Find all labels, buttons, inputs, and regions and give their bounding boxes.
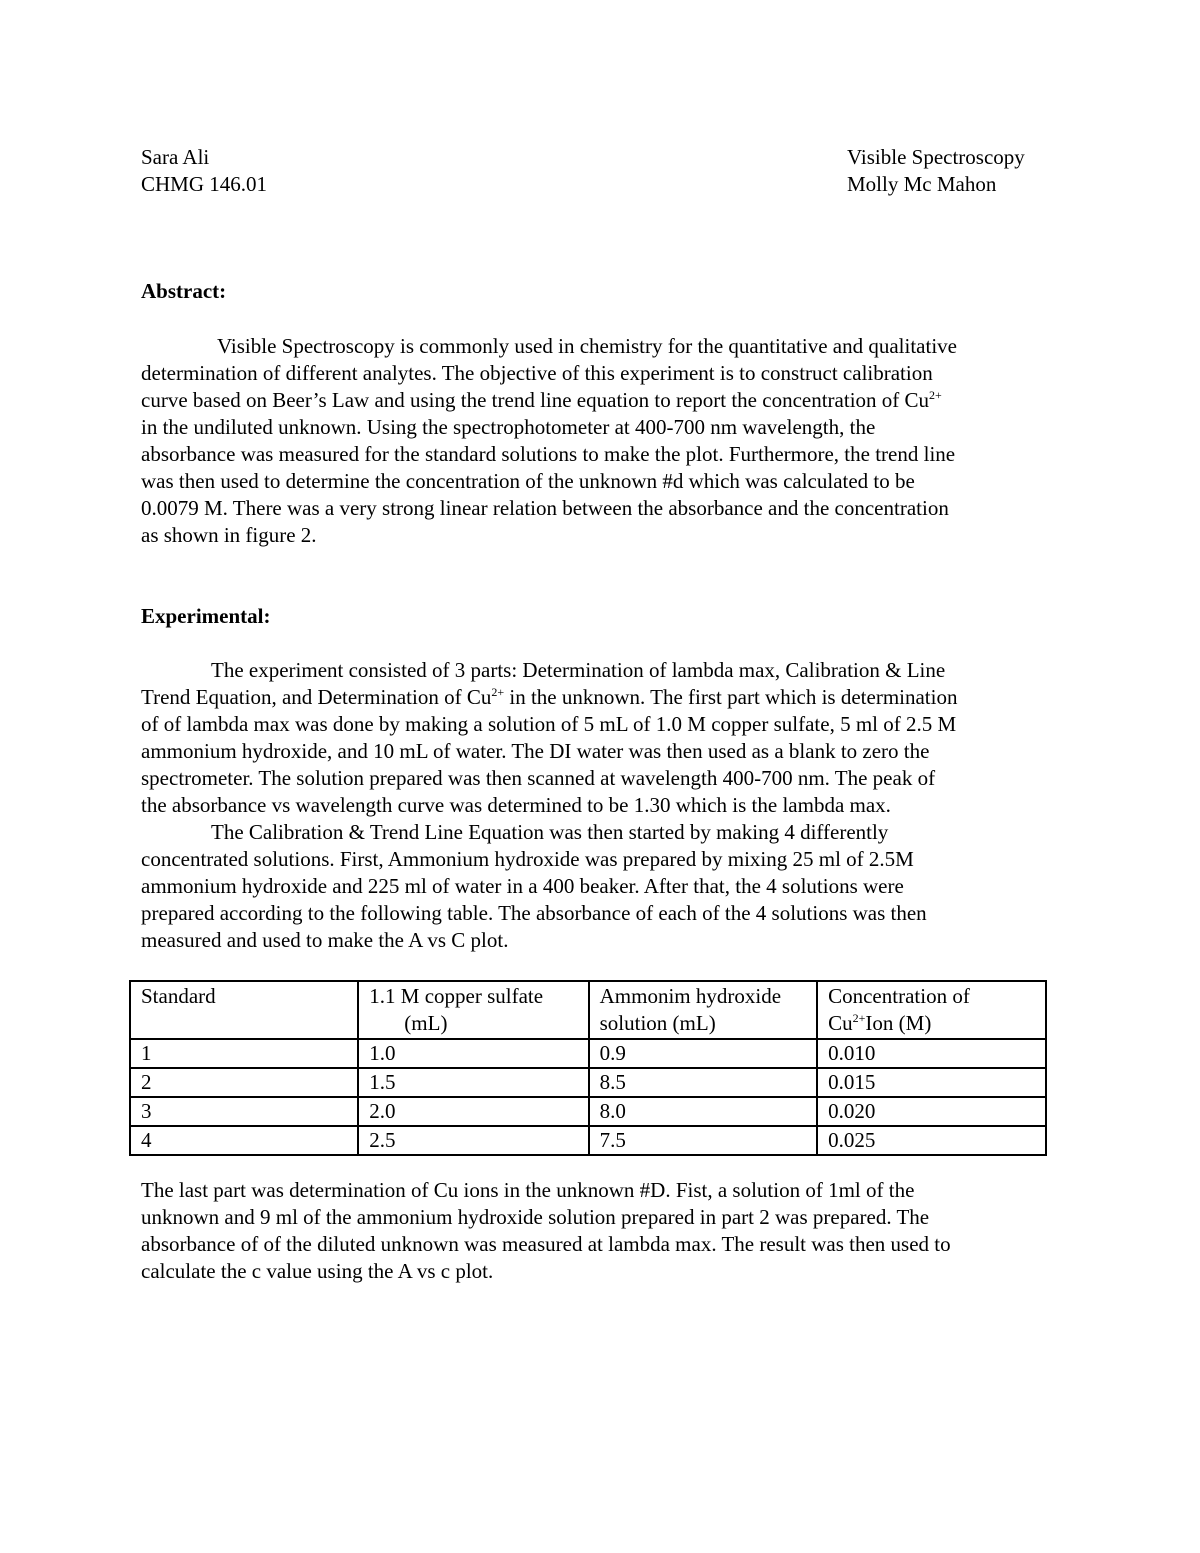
standards-table xyxy=(129,980,1047,1156)
line-text: in the unknown. The first part which is determination xyxy=(504,685,958,709)
paragraph-line: concentrated solutions. First, Ammonium hydroxide was prepared by mixing 25 ml of 2.5M xyxy=(141,847,914,871)
table-cell: 0.9 xyxy=(589,1039,818,1068)
paragraph-line: spectrometer. The solution prepared was then scanned at wavelength 400-700 nm. The peak of xyxy=(141,766,936,790)
paragraph-line: unknown and 9 ml of the ammonium hydroxide solution prepared in part 2 was prepared. The xyxy=(141,1205,930,1229)
header-text: Standard xyxy=(141,984,216,1008)
report-title: Visible Spectroscopy xyxy=(847,145,1025,169)
table-cell: 2 xyxy=(130,1068,358,1097)
table-cell: 2.0 xyxy=(358,1097,588,1126)
table-cell: 0.025 xyxy=(817,1126,1046,1155)
header-cell-concentration xyxy=(817,981,1046,1039)
header-text: Cu xyxy=(828,1011,853,1035)
table-cell: 4 xyxy=(130,1126,358,1155)
header-left xyxy=(141,144,267,198)
experimental-paragraph-2 xyxy=(141,819,1057,954)
abstract-line: was then used to determine the concentration of the unknown #d which was calculated to be xyxy=(141,469,915,493)
abstract-line: in the undiluted unknown. Using the spectrophotometer at 400-700 nm wavelength, the xyxy=(141,415,876,439)
header-text: solution (mL) xyxy=(599,1011,716,1035)
abstract-heading: Abstract: xyxy=(141,279,227,303)
header-text: 1.1 M copper sulfate xyxy=(369,984,544,1008)
paragraph-line: The Calibration & Trend Line Equation was then started by making 4 differently xyxy=(211,820,889,844)
paragraph-line: The experiment consisted of 3 parts: Determination of lambda max, Calibration & Line xyxy=(211,658,946,682)
header-cell-copper-sulfate xyxy=(358,981,588,1039)
course-code: CHMG 146.01 xyxy=(141,172,268,196)
abstract-line: 0.0079 M. There was a very strong linear relation between the absorbance and the concentration xyxy=(141,496,949,520)
header-cell-standard xyxy=(130,981,358,1039)
table-cell: 1.5 xyxy=(358,1068,588,1097)
instructor-name: Molly Mc Mahon xyxy=(847,172,997,196)
abstract-line: as shown in figure 2. xyxy=(141,523,317,547)
table-row xyxy=(130,1039,1046,1068)
abstract-line: determination of different analytes. The objective of this experiment is to construct calibration xyxy=(141,361,933,385)
experimental-heading: Experimental: xyxy=(141,604,271,628)
table-cell: 0.020 xyxy=(817,1097,1046,1126)
table-cell: 3 xyxy=(130,1097,358,1126)
table-row xyxy=(130,1068,1046,1097)
line-text: Trend Equation, and Determination of Cu xyxy=(141,685,492,709)
table-row xyxy=(130,1097,1046,1126)
header-text: Ion (M) xyxy=(865,1011,932,1035)
table-cell: 1 xyxy=(130,1039,358,1068)
paragraph-line: ammonium hydroxide, and 10 mL of water. The DI water was then used as a blank to zero the xyxy=(141,739,930,763)
paragraph-line: the absorbance vs wavelength curve was determined to be 1.30 which is the lambda max. xyxy=(141,793,891,817)
table-cell: 1.0 xyxy=(358,1039,588,1068)
experimental-paragraph-1 xyxy=(141,657,1057,819)
table-cell: 7.5 xyxy=(589,1126,818,1155)
paragraph-line: measured and used to make the A vs C plot. xyxy=(141,928,509,952)
cu-charge-superscript: 2+ xyxy=(929,388,942,402)
paragraph-line: of of lambda max was done by making a solution of 5 mL of 1.0 M copper sulfate, 5 ml of 2.5 M xyxy=(141,712,957,736)
abstract-line: Visible Spectroscopy is commonly used in chemistry for the quantitative and qualitative xyxy=(217,334,957,358)
cu-charge-superscript: 2+ xyxy=(491,685,505,699)
paragraph-line: ammonium hydroxide and 225 ml of water in a 400 beaker. After that, the 4 solutions were xyxy=(141,874,904,898)
abstract-line-text: curve based on Beer’s Law and using the trend line equation to report the concentration of Cu xyxy=(141,388,930,412)
table-cell: 0.010 xyxy=(817,1039,1046,1068)
table-cell: 2.5 xyxy=(358,1126,588,1155)
table-cell: 8.0 xyxy=(589,1097,818,1126)
header-cell-ammonium-hydroxide xyxy=(589,981,818,1039)
abstract-line: absorbance was measured for the standard solutions to make the plot. Furthermore, the trend line xyxy=(141,442,956,466)
header-text: (mL) xyxy=(404,1011,448,1035)
author-name: Sara Ali xyxy=(141,145,210,169)
abstract-line xyxy=(141,387,1057,414)
paragraph-line: prepared according to the following table. The absorbance of each of the 4 solutions was then xyxy=(141,901,927,925)
header-right xyxy=(847,144,1025,198)
table-row xyxy=(130,1126,1046,1155)
header-text: Ammonim hydroxide xyxy=(599,984,782,1008)
header-text: Concentration of xyxy=(828,984,970,1008)
paragraph-line: The last part was determination of Cu ions in the unknown #D. Fist, a solution of 1ml of the xyxy=(141,1178,915,1202)
paragraph-line: absorbance of of the diluted unknown was measured at lambda max. The result was then used to xyxy=(141,1232,951,1256)
table-cell: 8.5 xyxy=(589,1068,818,1097)
cu-charge-superscript: 2+ xyxy=(852,1011,866,1025)
experimental-paragraph-3 xyxy=(141,1177,1057,1285)
abstract-paragraph xyxy=(141,333,1057,549)
table-header-row xyxy=(130,981,1046,1039)
paragraph-line xyxy=(141,684,1057,711)
table-cell: 0.015 xyxy=(817,1068,1046,1097)
paragraph-line: calculate the c value using the A vs c plot. xyxy=(141,1259,494,1283)
